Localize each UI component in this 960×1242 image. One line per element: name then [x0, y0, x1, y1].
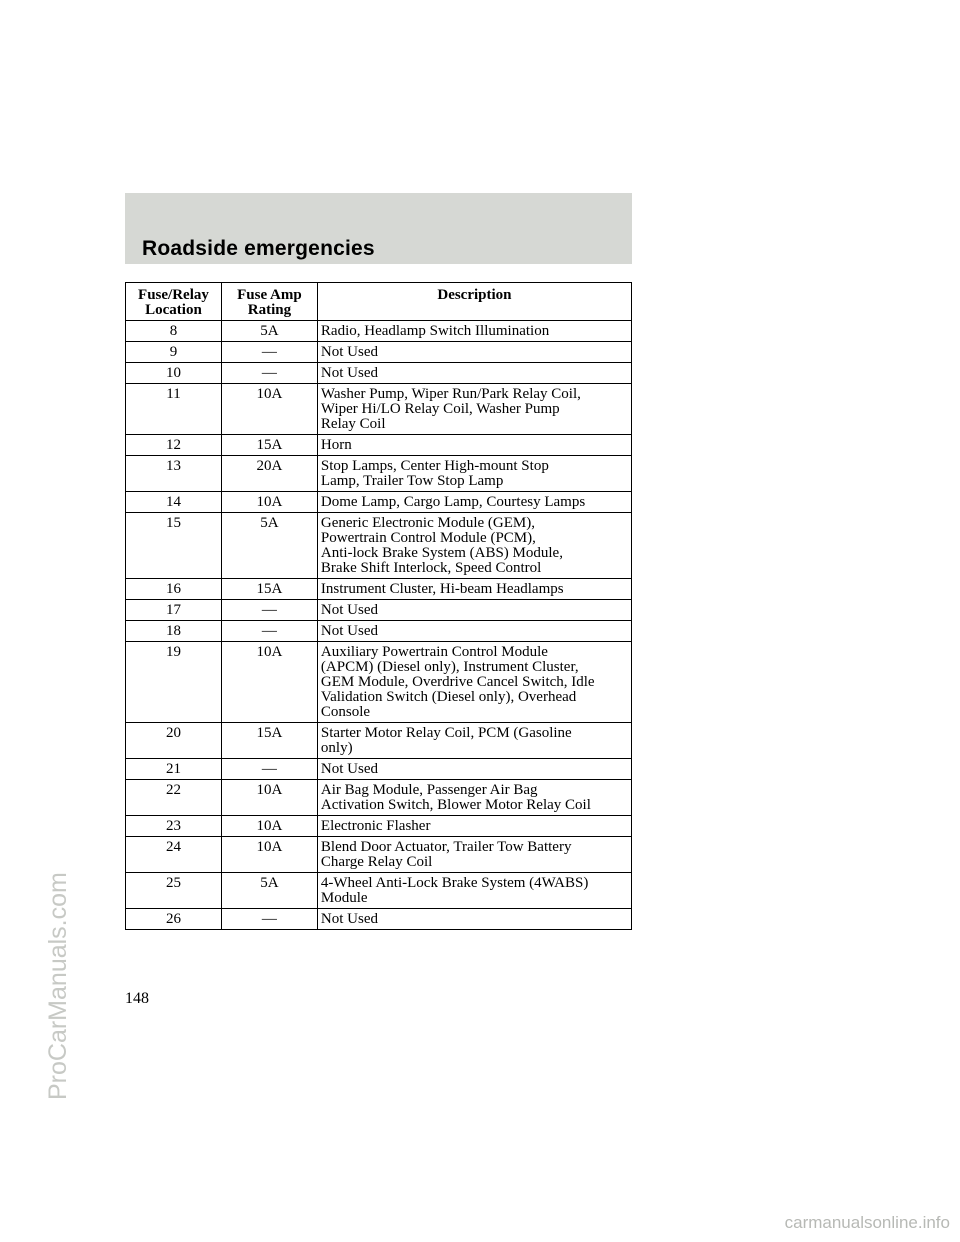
table-row [126, 363, 632, 384]
table-row [126, 600, 632, 621]
column-header-rating [221, 283, 317, 321]
description-line: Starter Motor Relay Coil, PCM (Gasoline [320, 725, 572, 741]
fuse-table [125, 282, 632, 930]
description-line: Lamp, Trailer Tow Stop Lamp [320, 473, 504, 489]
description-line: (APCM) (Diesel only), Instrument Cluster, [320, 659, 579, 675]
fuse-location-cell: 23 [126, 816, 222, 837]
section-header-band [125, 193, 632, 264]
fuse-description-cell [317, 456, 631, 492]
fuse-location-cell: 25 [126, 873, 222, 909]
fuse-rating-cell: 10A [221, 837, 317, 873]
table-row [126, 342, 632, 363]
table-row [126, 873, 632, 909]
table-row [126, 435, 632, 456]
description-line: Not Used [320, 911, 378, 927]
fuse-location-cell: 17 [126, 600, 222, 621]
fuse-rating-cell: 20A [221, 456, 317, 492]
fuse-location-cell: 10 [126, 363, 222, 384]
table-row [126, 816, 632, 837]
description-line: Not Used [320, 623, 378, 639]
fuse-description-cell [317, 342, 631, 363]
fuse-description-cell [317, 642, 631, 723]
table-row [126, 837, 632, 873]
fuse-location-cell: 8 [126, 321, 222, 342]
column-header-location [126, 283, 222, 321]
page-number: 148 [125, 990, 149, 1007]
fuse-rating-cell: 15A [221, 579, 317, 600]
fuse-location-cell: 15 [126, 513, 222, 579]
table-row [126, 759, 632, 780]
fuse-rating-cell: 5A [221, 321, 317, 342]
fuse-location-cell: 9 [126, 342, 222, 363]
fuse-location-cell: 14 [126, 492, 222, 513]
description-line: 4-Wheel Anti-Lock Brake System (4WABS) [320, 875, 589, 891]
table-row [126, 780, 632, 816]
table-row [126, 621, 632, 642]
table-row [126, 579, 632, 600]
description-line: Air Bag Module, Passenger Air Bag [320, 782, 538, 798]
fuse-rating-cell: 15A [221, 435, 317, 456]
description-line: Radio, Headlamp Switch Illumination [320, 323, 550, 339]
fuse-description-cell [317, 873, 631, 909]
table-row [126, 642, 632, 723]
fuse-description-cell [317, 384, 631, 435]
description-line: Validation Switch (Diesel only), Overhead [320, 689, 577, 705]
fuse-description-cell [317, 600, 631, 621]
description-line: Not Used [320, 365, 378, 381]
fuse-rating-cell: — [221, 600, 317, 621]
fuse-location-cell: 21 [126, 759, 222, 780]
table-row [126, 384, 632, 435]
fuse-location-cell: 26 [126, 909, 222, 930]
fuse-rating-cell: 10A [221, 816, 317, 837]
watermark-bottom: carmanualsonline.info [784, 1213, 950, 1232]
table-row [126, 321, 632, 342]
fuse-description-cell [317, 759, 631, 780]
description-line: Washer Pump, Wiper Run/Park Relay Coil, [320, 386, 581, 402]
table-body [126, 321, 632, 930]
description-line: Not Used [320, 761, 378, 777]
description-line: Dome Lamp, Cargo Lamp, Courtesy Lamps [320, 494, 586, 510]
fuse-location-cell: 16 [126, 579, 222, 600]
fuse-rating-cell: — [221, 363, 317, 384]
fuse-location-cell: 22 [126, 780, 222, 816]
fuse-rating-cell: 10A [221, 384, 317, 435]
description-line: Auxiliary Powertrain Control Module [320, 644, 548, 660]
description-line: Wiper Hi/LO Relay Coil, Washer Pump [320, 401, 560, 417]
column-header-location-label: Fuse/Relay Location [138, 287, 209, 318]
fuse-rating-cell: 10A [221, 642, 317, 723]
column-header-rating-label: Fuse Amp Rating [237, 287, 302, 318]
description-line: Electronic Flasher [320, 818, 431, 834]
description-line: Not Used [320, 344, 378, 360]
fuse-description-cell [317, 723, 631, 759]
fuse-description-cell [317, 816, 631, 837]
description-line: Instrument Cluster, Hi-beam Headlamps [320, 581, 564, 597]
description-line: Blend Door Actuator, Trailer Tow Battery [320, 839, 572, 855]
description-line: Relay Coil [320, 416, 386, 432]
description-line: Generic Electronic Module (GEM), [320, 515, 535, 531]
fuse-description-cell [317, 579, 631, 600]
fuse-description-cell [317, 435, 631, 456]
fuse-description-cell [317, 837, 631, 873]
fuse-location-cell: 19 [126, 642, 222, 723]
table-row [126, 723, 632, 759]
fuse-rating-cell: — [221, 759, 317, 780]
fuse-location-cell: 18 [126, 621, 222, 642]
table-row [126, 456, 632, 492]
description-line: Module [320, 890, 368, 906]
description-line: Console [320, 704, 371, 720]
fuse-rating-cell: — [221, 621, 317, 642]
description-line: Charge Relay Coil [320, 854, 433, 870]
fuse-rating-cell: 5A [221, 873, 317, 909]
fuse-location-cell: 11 [126, 384, 222, 435]
fuse-location-cell: 12 [126, 435, 222, 456]
fuse-location-cell: 13 [126, 456, 222, 492]
fuse-description-cell [317, 363, 631, 384]
fuse-description-cell [317, 513, 631, 579]
description-line: Powertrain Control Module (PCM), [320, 530, 536, 546]
table-header-row [126, 283, 632, 321]
fuse-description-cell [317, 492, 631, 513]
fuse-description-cell [317, 621, 631, 642]
section-title: Roadside emergencies [142, 237, 375, 260]
description-line: GEM Module, Overdrive Cancel Switch, Idle [320, 674, 595, 690]
fuse-rating-cell: 15A [221, 723, 317, 759]
description-line: Stop Lamps, Center High-mount Stop [320, 458, 549, 474]
description-line: Brake Shift Interlock, Speed Control [320, 560, 542, 576]
fuse-rating-cell: — [221, 342, 317, 363]
fuse-rating-cell: 10A [221, 780, 317, 816]
description-line: Activation Switch, Blower Motor Relay Coil [320, 797, 591, 813]
fuse-description-cell [317, 780, 631, 816]
fuse-rating-cell: 10A [221, 492, 317, 513]
description-line: Not Used [320, 602, 378, 618]
description-line: Anti-lock Brake System (ABS) Module, [320, 545, 563, 561]
column-header-description: Description [317, 283, 631, 321]
watermark-side: ProCarManuals.com [44, 872, 72, 1100]
table-row [126, 513, 632, 579]
description-line: Horn [320, 437, 352, 453]
table-row [126, 909, 632, 930]
fuse-description-cell [317, 321, 631, 342]
fuse-rating-cell: — [221, 909, 317, 930]
fuse-location-cell: 20 [126, 723, 222, 759]
fuse-description-cell [317, 909, 631, 930]
table-row [126, 492, 632, 513]
description-line: only) [320, 740, 353, 756]
fuse-location-cell: 24 [126, 837, 222, 873]
fuse-rating-cell: 5A [221, 513, 317, 579]
